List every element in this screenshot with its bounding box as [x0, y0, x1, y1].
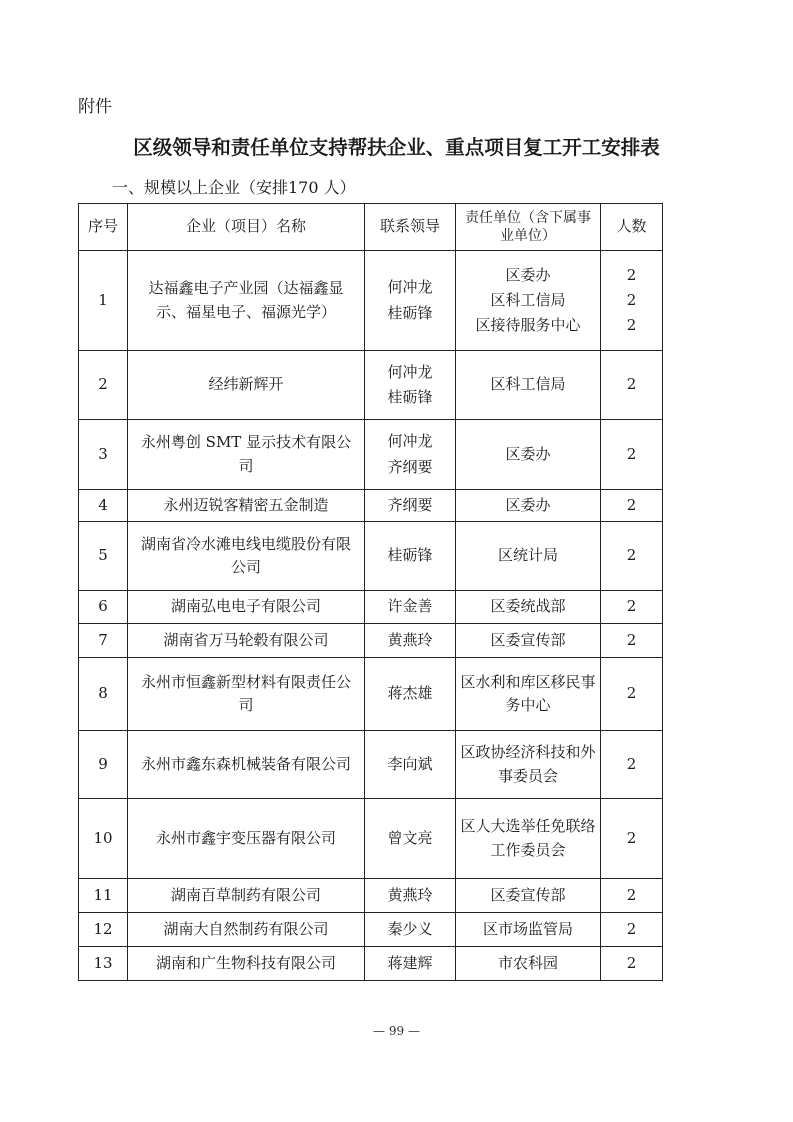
table-body — [79, 251, 663, 981]
cell-company-name: 湖南省冷水滩电线电缆股份有限公司 — [128, 522, 365, 591]
cell-count-item: 2 — [626, 265, 637, 284]
cell-leader-item: 桂砺锋 — [387, 546, 433, 565]
cell-unit — [456, 251, 601, 351]
cell-count-item: 2 — [626, 495, 637, 514]
cell-leader — [365, 731, 456, 799]
cell-unit — [456, 490, 601, 522]
cell-leader — [365, 879, 456, 913]
cell-count-item: 2 — [626, 630, 637, 649]
cell-unit-item: 区水利和库区移民事务中心 — [460, 672, 596, 714]
header-unit — [456, 204, 601, 251]
cell-no: 8 — [79, 658, 128, 731]
cell-count — [601, 351, 663, 420]
cell-leader — [365, 658, 456, 731]
cell-no: 9 — [79, 731, 128, 799]
cell-unit-item: 区委办 — [505, 495, 551, 514]
cell-leader — [365, 947, 456, 981]
cell-leader-item: 许金善 — [387, 597, 433, 616]
support-table — [78, 203, 663, 981]
cell-no: 10 — [79, 799, 128, 879]
header-unit-line2: 业单位） — [500, 228, 556, 244]
cell-leader-item: 桂砺锋 — [387, 388, 433, 406]
cell-leader — [365, 351, 456, 420]
table-row — [79, 913, 663, 947]
table-header-row — [79, 204, 663, 251]
cell-unit — [456, 624, 601, 658]
cell-unit-item: 区市场监管局 — [482, 919, 573, 938]
cell-count — [601, 879, 663, 913]
table-row — [79, 624, 663, 658]
cell-count — [601, 490, 663, 522]
cell-unit-item: 区科工信局 — [490, 375, 566, 394]
cell-company-name: 湖南大自然制药有限公司 — [128, 913, 365, 947]
cell-unit-item: 区委宣传部 — [490, 630, 566, 649]
cell-company-name: 永州市鑫东森机械装备有限公司 — [128, 731, 365, 799]
cell-leader-item: 桂砺锋 — [387, 303, 433, 322]
cell-leader-item: 黄燕玲 — [387, 630, 433, 649]
cell-company-name: 经纬新辉开 — [128, 351, 365, 420]
cell-leader-item: 何冲龙 — [387, 362, 433, 381]
cell-leader-item: 何冲龙 — [387, 278, 433, 297]
header-count: 人数 — [601, 204, 663, 251]
cell-unit — [456, 913, 601, 947]
cell-count-item: 2 — [626, 754, 637, 773]
cell-unit-item: 区政协经济科技和外事委员会 — [460, 743, 596, 785]
cell-no: 13 — [79, 947, 128, 981]
cell-count-item: 2 — [626, 316, 637, 335]
cell-unit-item: 区统计局 — [497, 546, 558, 565]
cell-count — [601, 591, 663, 624]
cell-count — [601, 947, 663, 981]
cell-count-item: 2 — [626, 953, 637, 972]
header-unit-line1: 责任单位（含下属事 — [465, 209, 591, 226]
cell-unit-item: 区人大选举任免联络工作委员会 — [460, 817, 596, 859]
cell-no: 7 — [79, 624, 128, 658]
cell-unit — [456, 879, 601, 913]
table-row — [79, 351, 663, 420]
table-row — [79, 947, 663, 981]
cell-count — [601, 731, 663, 799]
cell-leader-item: 何冲龙 — [387, 432, 433, 451]
cell-leader-item: 蒋杰雄 — [387, 684, 433, 703]
cell-unit — [456, 420, 601, 490]
cell-count-item: 2 — [626, 919, 637, 938]
cell-unit-item: 区委办 — [505, 444, 551, 463]
cell-leader — [365, 251, 456, 351]
table-row — [79, 731, 663, 799]
header-leader: 联系领导 — [365, 204, 456, 251]
cell-leader-item: 齐纲要 — [387, 495, 433, 514]
cell-unit — [456, 351, 601, 420]
cell-leader-item: 秦少义 — [387, 919, 433, 938]
cell-no: 6 — [79, 591, 128, 624]
cell-no: 5 — [79, 522, 128, 591]
page-title: 区级领导和责任单位支持帮扶企业、重点项目复工开工安排表 — [133, 136, 660, 159]
cell-leader — [365, 522, 456, 591]
cell-count-item: 2 — [626, 546, 637, 565]
cell-company-name: 湖南百草制药有限公司 — [128, 879, 365, 913]
cell-company-name: 湖南弘电电子有限公司 — [128, 591, 365, 624]
cell-leader-item: 曾文亮 — [387, 828, 433, 847]
cell-unit-item: 市农科园 — [497, 953, 558, 972]
cell-leader-item: 齐纲要 — [387, 457, 433, 476]
cell-unit-item: 区接待服务中心 — [475, 316, 581, 335]
cell-leader — [365, 420, 456, 490]
cell-count-item: 2 — [626, 885, 637, 904]
table-row — [79, 420, 663, 490]
cell-unit-item: 区委办 — [505, 265, 551, 284]
cell-unit — [456, 658, 601, 731]
cell-unit — [456, 799, 601, 879]
cell-company-name: 永州市鑫宇变压器有限公司 — [128, 799, 365, 879]
cell-count — [601, 251, 663, 351]
cell-leader — [365, 799, 456, 879]
cell-leader — [365, 913, 456, 947]
cell-unit-item: 区委宣传部 — [490, 885, 566, 904]
cell-count-item: 2 — [626, 375, 637, 394]
cell-count — [601, 420, 663, 490]
cell-company-name: 永州迈锐客精密五金制造 — [128, 490, 365, 522]
cell-no: 11 — [79, 879, 128, 913]
cell-count-item: 2 — [626, 444, 637, 463]
cell-count — [601, 658, 663, 731]
table-row — [79, 799, 663, 879]
header-no: 序号 — [79, 204, 128, 251]
cell-count-item: 2 — [626, 290, 637, 309]
table-row — [79, 522, 663, 591]
cell-leader — [365, 624, 456, 658]
cell-count — [601, 913, 663, 947]
cell-leader-item: 李向斌 — [387, 754, 433, 773]
table-row — [79, 879, 663, 913]
cell-leader-item: 蒋建辉 — [387, 953, 433, 972]
cell-no: 3 — [79, 420, 128, 490]
cell-company-name: 湖南和广生物科技有限公司 — [128, 947, 365, 981]
cell-count-item: 2 — [626, 828, 637, 847]
cell-count — [601, 624, 663, 658]
cell-company-name: 永州粤创 SMT 显示技术有限公司 — [128, 420, 365, 490]
cell-leader-item: 黄燕玲 — [387, 885, 433, 904]
cell-unit — [456, 591, 601, 624]
cell-count-item: 2 — [626, 684, 637, 703]
cell-leader — [365, 591, 456, 624]
cell-count-item: 2 — [626, 597, 637, 616]
page-number: — 99 — — [373, 1024, 420, 1038]
cell-company-name: 永州市恒鑫新型材料有限责任公司 — [128, 658, 365, 731]
cell-unit-item: 区委统战部 — [490, 597, 566, 616]
cell-no: 4 — [79, 490, 128, 522]
table-row — [79, 251, 663, 351]
table-row — [79, 658, 663, 731]
attachment-label: 附件 — [78, 97, 112, 117]
table-row — [79, 490, 663, 522]
header-name: 企业（项目）名称 — [128, 204, 365, 251]
cell-unit — [456, 731, 601, 799]
cell-company-name: 达福鑫电子产业园（达福鑫显示、福星电子、福源光学） — [128, 251, 365, 351]
cell-unit-item: 区科工信局 — [490, 290, 566, 309]
cell-leader — [365, 490, 456, 522]
cell-no: 1 — [79, 251, 128, 351]
cell-company-name: 湖南省万马轮毂有限公司 — [128, 624, 365, 658]
section-heading: 一、规模以上企业（安排170 人） — [112, 178, 356, 197]
cell-count — [601, 799, 663, 879]
cell-no: 2 — [79, 351, 128, 420]
table-row — [79, 591, 663, 624]
cell-count — [601, 522, 663, 591]
cell-no: 12 — [79, 913, 128, 947]
cell-unit — [456, 947, 601, 981]
cell-unit — [456, 522, 601, 591]
